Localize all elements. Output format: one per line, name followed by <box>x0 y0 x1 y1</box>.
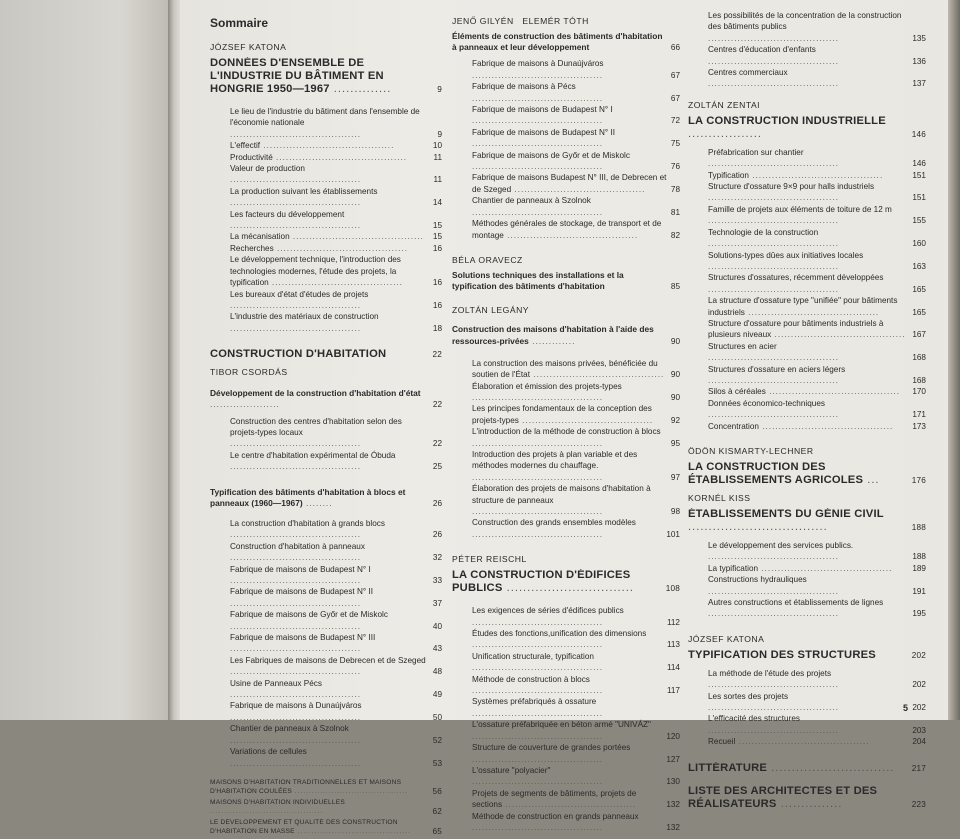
toc-entry: Construction d'habitation à panneaux ........................................ 32 <box>230 541 442 563</box>
toc-subsection: Éléments de construction des bâtiments d'habitation à panneaux et leur développement 66 <box>452 31 680 53</box>
toc-entry: Variations de cellules ........................................ 53 <box>230 747 442 768</box>
toc-entry: Structure de couverture de grandes portées ........................................ 127 <box>472 743 680 764</box>
toc-entry: Recueil ........................................ 204 <box>708 737 926 747</box>
toc-entry: Structures d'ossatures, récemment développées ........................................ 165 <box>708 273 926 294</box>
page-ref: 48 <box>432 667 442 677</box>
author-name: TIBOR CSORDÁS <box>210 367 288 378</box>
page-ref: 112 <box>666 617 680 627</box>
page-ref: 53 <box>432 758 442 768</box>
page-ref: 66 <box>670 43 680 53</box>
page-ref: 33 <box>432 576 442 585</box>
toc-entry: Le développement technique, l'introduction des technologies modernes, l'étude des projets, la typification ........................................ 16 <box>230 255 442 288</box>
entry-title: Centres d'éducation d'enfants <box>708 45 816 55</box>
entry-title: Les facteurs du développement <box>230 209 345 219</box>
page-ref: 52 <box>432 735 442 745</box>
page-ref: 165 <box>912 284 926 294</box>
toc-item-list <box>688 147 926 432</box>
entry-title: Typification <box>708 170 749 180</box>
toc-entry: Fabrique de maisons de Budapest N° I ........................................ 72 <box>472 105 680 126</box>
entry-title: Fabrique de maisons à Pécs <box>472 82 576 92</box>
page-ref: 108 <box>665 584 680 594</box>
toc-column-2 <box>452 12 680 833</box>
page-ref: 9 <box>437 85 442 94</box>
entry-title: Études des fonctions,unification des dimensions <box>472 629 647 639</box>
toc-section: LA CONSTRUCTION D'ÉDIFICES PUBLICS ............................... 108 <box>452 569 680 595</box>
toc-entry: Fabrique de maisons de Budapest N° I ........................................ 33 <box>230 564 442 585</box>
toc-entry: Élaboration et émission des projets-types ........................................ 90 <box>472 381 680 402</box>
entry-title: Les principes fondamentaux de la conception des projets-types <box>472 404 652 425</box>
entry-title: Centres commerciaux <box>708 68 788 78</box>
page-ref: 165 <box>912 307 926 317</box>
page-ref: 67 <box>670 93 680 103</box>
page-ref: 22 <box>432 400 442 410</box>
entry-title: Fabrique de maisons de Budapest N° I <box>472 105 613 115</box>
author-name: PÉTER REISCHL <box>452 554 527 565</box>
toc-entry: Silos à céréales ........................................ 170 <box>708 387 926 397</box>
entry-title: Fabrique de maisons à Dunaújváros <box>472 59 604 69</box>
toc-entry: L'introduction de la méthode de construction à blocs ........................................ 95 <box>472 427 680 448</box>
page-ref: 26 <box>432 498 442 508</box>
page-ref: 11 <box>433 152 442 162</box>
toc-entry: Construction des grands ensembles modèles ........................................ 101 <box>472 518 680 539</box>
toc-entry: Les principes fondamentaux de la conception des projets-types ........................................ 92 <box>472 404 680 425</box>
toc-section: TYPIFICATION DES STRUCTURES 202 <box>688 648 926 661</box>
page-ref: 62 <box>432 806 442 816</box>
entry-title: Structures d'ossature en aciers légers <box>708 364 846 374</box>
entry-title: Construction des centres d'habitation selon des projets-types locaux <box>230 416 402 437</box>
toc-entry: Fabrique de maisons de Budapest N° III ........................................ 43 <box>230 633 442 654</box>
entry-title: Élaboration des projets de maisons d'habitation à structure de panneaux <box>472 484 651 505</box>
entry-title: MAISONS D'HABITATION INDIVIDUELLES <box>210 799 345 807</box>
entry-title: LE DÉVELOPPEMENT ET QUALITÉ DES CONSTRUCTION D'HABITATION EN MASSE <box>210 819 398 835</box>
toc-small-list <box>210 779 442 837</box>
toc-entry: La construction des maisons privées, bénéficiée du soutien de l'État ........................................ 90 <box>472 358 680 380</box>
page-ref: 18 <box>432 323 442 333</box>
entry-title: Variations de cellules <box>230 747 307 757</box>
page-ref: 155 <box>912 216 926 226</box>
toc-entry: Usine de Panneaux Pécs ........................................ 49 <box>230 678 442 700</box>
entry-title: Systèmes préfabriqués à ossature <box>472 697 597 707</box>
entry-title: Les sortes des projets <box>708 691 789 701</box>
toc-entry: Les possibilités de la concentration de la construction des bâtiments publics ........................................ 135 <box>708 11 926 43</box>
entry-title: Usine de Panneaux Pécs <box>230 678 322 688</box>
entry-title: Silos à céréales <box>708 387 766 397</box>
entry-title: Structures d'ossatures, récemment développées <box>708 273 884 283</box>
page-ref: 32 <box>432 553 442 563</box>
entry-title: La construction des maisons privées, bénéficiée du soutien de l'État <box>472 358 658 380</box>
page-ref: 171 <box>912 410 926 420</box>
page-ref: 22 <box>432 350 442 360</box>
page-ref: 37 <box>432 598 442 608</box>
toc-column-1 <box>210 16 442 839</box>
page-ref: 50 <box>432 712 442 722</box>
entry-title: Recueil <box>708 737 736 747</box>
page-ref: 16 <box>432 278 442 288</box>
page-ref: 78 <box>670 184 680 194</box>
page-ref: 195 <box>912 609 926 619</box>
entry-title: La production suivant les établissements <box>230 186 378 196</box>
page-ref: 16 <box>432 300 442 310</box>
entry-title: La typification <box>708 563 759 573</box>
entry-title: Fabrique de maisons à Dunaújváros <box>230 701 362 711</box>
entry-title: Méthode de construction à blocs <box>472 674 590 684</box>
page-ref: 135 <box>912 33 926 43</box>
toc-entry: Structures en acier ........................................ 168 <box>708 341 926 363</box>
toc-entry: Structures d'ossature en aciers légers ........................................ 168 <box>708 364 926 385</box>
entry-title: Construction des grands ensembles modèles <box>472 518 636 528</box>
entry-title: Le lieu de l'industrie du bâtiment dans l'ensemble de l'économie nationale <box>230 107 420 128</box>
page-ref: 90 <box>670 336 680 346</box>
toc-subsection: Développement de la construction d'habitation d'état ..................... 22 <box>210 388 442 410</box>
toc-entry: La mécanisation ........................................ 15 <box>230 232 442 242</box>
entry-title: Structures en acier <box>708 341 777 351</box>
toc-entry: Fabrique de maisons Budapest N° III, de Debrecen et de Szeged ........................................ 78 <box>472 173 680 194</box>
toc-item-list <box>452 58 680 241</box>
page-ref: 15 <box>432 221 442 231</box>
entry-title: Chantier de panneaux à Szolnok <box>472 196 591 206</box>
author-name: JENŐ GILYÉN ELEMÉR TÓTH <box>452 16 589 26</box>
page-ref: 176 <box>911 476 926 485</box>
page-ref: 160 <box>912 239 926 249</box>
page-ref: 92 <box>670 415 680 425</box>
toc-entry: La typification ........................................ 189 <box>708 563 926 573</box>
toc-entry: La structure d'ossature type "unifiée" pour bâtiments industriels ........................................ 165 <box>708 296 926 317</box>
page-ref: 9 <box>437 129 442 139</box>
toc-entry: Les Fabriques de maisons de Debrecen et de Szeged ........................................ 48 <box>230 655 442 677</box>
entry-title: Élaboration et émission des projets-types <box>472 381 622 391</box>
toc-entry: Structure d'ossature 9×9 pour halls industriels ........................................ 151 <box>708 182 926 203</box>
page-ref: 189 <box>912 563 926 573</box>
toc-entry: Fabrique de maisons à Dunaújváros ........................................ 67 <box>472 59 680 80</box>
page-ref: 43 <box>432 644 442 654</box>
page-ref: 14 <box>432 198 442 208</box>
page-ref: 76 <box>670 162 680 172</box>
toc-entry: Recherches ........................................ 16 <box>230 243 442 253</box>
toc-entry: Fabrique de maisons de Budapest N° II ........................................ 37 <box>230 587 442 608</box>
page-ref: 11 <box>433 175 442 185</box>
toc-entry: Unification structurale, typification ........................................ 114 <box>472 651 680 673</box>
toc-entry: Fabrique de maisons à Pécs ........................................ 67 <box>472 82 680 103</box>
toc-section: LITTÉRATURE .............................. 217 <box>688 761 926 774</box>
toc-entry: Les exigences de séries d'édifices publics ........................................ 112 <box>472 606 680 627</box>
entry-title: Introduction des projets à plan variable et des méthodes modernes du chauffage. <box>472 449 638 471</box>
page-ref: 151 <box>912 170 926 180</box>
toc-entry: Fabrique de maisons de Győr et de Miskolc ........................................ 40 <box>230 610 442 631</box>
page-edge <box>948 0 960 720</box>
page-ref: 95 <box>670 438 680 448</box>
toc-entry: L'ossature "polyacier" ........................................ 130 <box>472 765 680 787</box>
entry-title: Chantier de panneaux à Szolnok <box>230 724 349 734</box>
toc-item-list <box>688 668 926 748</box>
toc-section: ÉTABLISSEMENTS DU GÉNIE CIVIL .................................. 188 <box>688 508 926 533</box>
toc-entry: La construction d'habitation à grands blocs ........................................ 26 <box>230 518 442 540</box>
toc-entry: Productivité ........................................ 11 <box>230 152 442 162</box>
entry-title: La méthode de l'étude des projets <box>708 668 832 678</box>
toc-entry: Études des fonctions,unification des dimensions ........................................ 113 <box>472 629 680 650</box>
toc-entry: Méthodes générales de stockage, de transport et de montage ........................................ 82 <box>472 219 680 240</box>
author-name: ZOLTÁN ZENTAI <box>688 99 761 110</box>
entry-title: Construction d'habitation à panneaux <box>230 541 365 551</box>
page-ref: 72 <box>670 116 680 126</box>
entry-title: Le centre d'habitation expérimental de Óbuda <box>230 450 396 460</box>
page-ref: 217 <box>911 763 926 773</box>
entry-title: Structure d'ossature pour bâtiments industriels à plusieurs niveaux <box>708 318 884 340</box>
entry-title: Le développement technique, l'introduction des technologies modernes, l'étude des projets, la typification <box>230 255 401 288</box>
toc-entry: Chantier de panneaux à Szolnok ........................................ 81 <box>472 196 680 217</box>
entry-title: Fabrique de maisons de Győr et de Miskolc <box>472 150 630 160</box>
entry-title: Fabrique de maisons Budapest N° III, de Debrecen et de Szeged <box>472 173 667 194</box>
page-ref: 101 <box>666 529 680 539</box>
author-name: ZOLTÁN LEGÁNY <box>452 305 530 316</box>
entry-title: Solutions-types dûes aux initiatives locales <box>708 250 864 260</box>
entry-title: Technologie de la construction <box>708 227 819 237</box>
page-ref: 49 <box>432 690 442 700</box>
entry-title: Les possibilités de la concentration de la construction des bâtiments publics <box>708 11 902 32</box>
page-ref: 191 <box>912 586 926 596</box>
toc-entry: Structure d'ossature pour bâtiments industriels à plusieurs niveaux ........................................ 167 <box>708 318 926 340</box>
author-name: JÓZSEF KATONA <box>688 633 765 644</box>
page-ref: 146 <box>912 159 926 169</box>
page-ref: 120 <box>666 731 680 741</box>
entry-title: Fabrique de maisons de Budapest N° III <box>230 633 376 643</box>
page-ref: 146 <box>911 129 926 139</box>
page-ref: 26 <box>432 530 442 540</box>
toc-section: DONNÉES D'ENSEMBLE DE L'INDUSTRIE DU BÂTIMENT EN HONGRIE 1950—1967 .............. 9 <box>210 57 442 95</box>
entry-title: Structure de couverture de grandes portées <box>472 743 631 753</box>
entry-title: La construction d'habitation à grands blocs <box>230 518 385 528</box>
entry-title: Productivité <box>230 152 273 162</box>
entry-title: L'ossature "polyacier" <box>472 765 551 775</box>
toc-item-list <box>452 605 680 833</box>
page-ref: 113 <box>666 640 680 650</box>
toc-entry: Élaboration des projets de maisons d'habitation à structure de panneaux ........................................ 98 <box>472 484 680 516</box>
toc-entry: L'ossature préfabriquée en béton armé "UNIVÁZ" ........................................ 120 <box>472 720 680 741</box>
author-name: BÉLA ORAVECZ <box>452 254 523 265</box>
page-ref: 173 <box>912 421 926 431</box>
toc-entry: Fabrique de maisons de Budapest N° II ........................................ 75 <box>472 127 680 149</box>
toc-item-list <box>210 106 442 334</box>
toc-subsection: Typification des bâtiments d'habitation à blocs et panneaux (1960—1967) ........ 26 <box>210 486 442 508</box>
entry-title: Données économico-techniques <box>708 398 825 408</box>
page-ref: 67 <box>670 70 680 80</box>
entry-title: Constructions hydrauliques <box>708 575 807 585</box>
toc-heading: Sommaire <box>210 16 269 30</box>
entry-title: Méthodes générales de stockage, de transport et de montage <box>472 219 662 240</box>
toc-entry: La méthode de l'étude des projets ........................................ 202 <box>708 668 926 690</box>
toc-entry: Projets de segments de bâtiments, projets de sections ........................................ 132 <box>472 788 680 810</box>
page-ref: 130 <box>666 777 680 787</box>
page-ref: 56 <box>432 786 442 796</box>
entry-title: Projets de segments de bâtiments, projets de sections <box>472 788 637 810</box>
toc-entry: Solutions-types dûes aux initiatives locales ........................................ 163 <box>708 250 926 271</box>
toc-entry: Chantier de panneaux à Szolnok ........................................ 52 <box>230 724 442 745</box>
entry-title: Les exigences de séries d'édifices publics <box>472 606 624 616</box>
entry-title: La structure d'ossature type "unifiée" pour bâtiments industriels <box>708 296 898 317</box>
page-ref: 75 <box>670 139 680 149</box>
toc-section: LA CONSTRUCTION DES ÉTABLISSEMENTS AGRICOLES ... 176 <box>688 461 926 486</box>
toc-small-entry: MAISONS D'HABITATION TRADITIONNELLES ET MAISONS D'HABITATION COULÉES ........................................ 56 <box>210 778 442 796</box>
entry-title: Valeur de production <box>230 164 305 174</box>
page-ref: 137 <box>912 79 926 89</box>
toc-entry: Méthode de construction à blocs ........................................ 117 <box>472 674 680 696</box>
toc-entry: Fabrique de maisons à Dunaújváros ........................................ 50 <box>230 701 442 722</box>
page-ref: 25 <box>432 462 442 472</box>
entry-title: Fabrique de maisons de Budapest N° II <box>230 587 373 597</box>
toc-entry: L'effectif ........................................ 10 <box>230 141 442 151</box>
toc-small-entry: MAISONS D'HABITATION INDIVIDUELLES ........................................ 62 <box>210 799 442 816</box>
entry-title: Structure d'ossature 9×9 pour halls industriels <box>708 182 875 192</box>
page-ref: 22 <box>432 439 442 449</box>
toc-subsection: Construction des maisons d'habitation à l'aide des ressources-privées ............. 90 <box>452 324 680 346</box>
toc-entry: L'efficacité des structures ........................................ 203 <box>708 714 926 735</box>
page-ref: 202 <box>912 680 926 690</box>
page-ref: 114 <box>666 663 680 673</box>
page-ref: 188 <box>912 552 926 562</box>
author-name: KORNÉL KISS <box>688 493 751 503</box>
entry-title: Recherches <box>230 243 274 253</box>
toc-entry: La production suivant les établissements ........................................ 14 <box>230 186 442 208</box>
page-ref: 132 <box>666 822 680 832</box>
entry-title: Fabrique de maisons de Győr et de Miskolc <box>230 610 388 620</box>
toc-entry: Systèmes préfabriqués à ossature ........................................ <box>472 697 603 718</box>
page-ref: 151 <box>912 193 926 203</box>
toc-entry: Centres commerciaux ........................................ 137 <box>708 68 926 89</box>
entry-title: MAISONS D'HABITATION TRADITIONNELLES ET MAISONS D'HABITATION COULÉES <box>210 778 402 795</box>
toc-item-list <box>688 540 926 620</box>
toc-entry: Famille de projets aux éléments de toiture de 12 m ........................................ 155 <box>708 204 926 226</box>
entry-title: Unification structurale, typification <box>472 651 594 661</box>
toc-item-list <box>452 358 680 541</box>
toc-entry: Valeur de production ........................................ 11 <box>230 164 442 185</box>
page-ref: 168 <box>912 375 926 385</box>
page-ref: 163 <box>912 261 926 271</box>
entry-title: Fabrique de maisons de Budapest N° II <box>472 127 615 137</box>
toc-entry: Le développement des services publics. ........................................ 188 <box>708 541 926 562</box>
toc-item-list <box>210 416 442 473</box>
page-ref: 82 <box>670 230 680 240</box>
page-ref: 90 <box>670 392 680 402</box>
toc-entry: Préfabrication sur chantier ........................................ 146 <box>708 147 926 169</box>
page-ref: 98 <box>670 507 680 516</box>
toc-entry: Constructions hydrauliques ........................................ 191 <box>708 575 926 596</box>
entry-title: Famille de projets aux éléments de toiture de 12 m <box>708 204 892 214</box>
page-ref: 81 <box>670 207 680 217</box>
page-ref: 168 <box>912 353 926 363</box>
page-ref: 97 <box>670 472 680 482</box>
entry-title: Fabrique de maisons de Budapest N° I <box>230 564 371 574</box>
entry-title: Méthode de construction en grands panneaux <box>472 811 639 821</box>
toc-entry: Typification ........................................ 151 <box>708 170 926 180</box>
page-ref: 204 <box>912 737 926 747</box>
toc-entry: Introduction des projets à plan variable et des méthodes modernes du chauffage. ........................................ 97 <box>472 449 680 482</box>
toc-subsection: Solutions techniques des installations et la typification des bâtiments d'habitation 85 <box>452 269 680 292</box>
page-ref: 167 <box>912 330 926 340</box>
author-name: JÓZSEF KATONA <box>210 42 287 52</box>
toc-entry: Fabrique de maisons de Győr et de Miskolc ........................................ 76 <box>472 150 680 172</box>
page-ref: 15 <box>432 232 442 242</box>
toc-entry: Centres d'éducation d'enfants ........................................ 136 <box>708 45 926 66</box>
page-ref: 16 <box>432 243 442 253</box>
page-ref: 10 <box>432 141 442 151</box>
toc-small-entry: LE DÉVELOPPEMENT ET QUALITÉ DES CONSTRUCTION D'HABITATION EN MASSE ........................................ 65 <box>210 819 442 836</box>
entry-title: L'industrie des matériaux de construction <box>230 312 379 322</box>
toc-entry: Concentration ........................................ 173 <box>708 421 926 431</box>
toc-section: LA CONSTRUCTION INDUSTRIELLE .................. 146 <box>688 114 926 140</box>
entry-title: Le développement des services publics. <box>708 541 854 550</box>
page-ref: 136 <box>912 56 926 66</box>
page-ref: 188 <box>911 523 926 532</box>
left-page <box>0 0 172 720</box>
toc-entry: Les sortes des projets ........................................ 202 <box>708 691 926 713</box>
page-ref: 65 <box>432 826 442 836</box>
entry-title: Les Fabriques de maisons de Debrecen et de Szeged <box>230 655 426 665</box>
author-name: ÖDÖN KISMARTY-LECHNER <box>688 446 814 456</box>
page-ref: 85 <box>670 282 680 292</box>
toc-entry: Les bureaux d'état d'études de projets ........................................ 16 <box>230 289 442 310</box>
toc-section: LISTE DES ARCHITECTES ET DES RÉALISATEURS ............... 223 <box>688 784 926 810</box>
toc-entry: Méthode de construction en grands panneaux ........................................ 132 <box>472 811 680 832</box>
page-ref: 223 <box>911 799 926 809</box>
toc-column-3 <box>688 10 926 817</box>
toc-entry: Le lieu de l'industrie du bâtiment dans l'ensemble de l'économie nationale ........................................ 9 <box>230 107 442 139</box>
entry-title: L'efficacité des structures <box>708 714 800 724</box>
page-ref: 203 <box>912 725 926 735</box>
page-ref: 90 <box>670 370 680 380</box>
entry-title: Concentration <box>708 421 759 431</box>
entry-title: L'ossature préfabriquée en béton armé "UNIVÁZ" <box>472 720 651 730</box>
toc-item-list <box>210 518 442 769</box>
toc-entry: Autres constructions et établissements de lignes ........................................ 195 <box>708 598 926 619</box>
toc-section: CONSTRUCTION D'HABITATION 22 <box>210 348 442 361</box>
page-ref: 202 <box>912 703 926 713</box>
page-ref: 132 <box>666 800 680 810</box>
page-number: 5 <box>903 703 909 713</box>
toc-entry: Technologie de la construction ........................................ 160 <box>708 227 926 249</box>
entry-title: La mécanisation <box>230 232 290 242</box>
entry-title: Préfabrication sur chantier <box>708 147 804 157</box>
entry-title: Autres constructions et établissements de lignes <box>708 598 884 608</box>
page-ref: 202 <box>911 650 926 660</box>
toc-entry: Données économico-techniques ........................................ 171 <box>708 398 926 420</box>
toc-entry: Les facteurs du développement ........................................ 15 <box>230 209 442 231</box>
page-ref: 170 <box>912 387 926 397</box>
toc-item-list <box>688 10 926 90</box>
page-ref: 40 <box>432 621 442 631</box>
entry-title: L'effectif <box>230 141 261 151</box>
entry-title: Les bureaux d'état d'études de projets <box>230 289 369 299</box>
page-ref: 117 <box>666 686 680 696</box>
toc-entry: L'industrie des matériaux de construction ........................................ 18 <box>230 312 442 333</box>
page-ref: 127 <box>666 754 680 764</box>
toc-entry: Le centre d'habitation expérimental de Óbuda ........................................ 25 <box>230 450 442 472</box>
toc-entry: Construction des centres d'habitation selon des projets-types locaux ........................................ 22 <box>230 416 442 449</box>
entry-title: L'introduction de la méthode de construction à blocs <box>472 427 661 437</box>
